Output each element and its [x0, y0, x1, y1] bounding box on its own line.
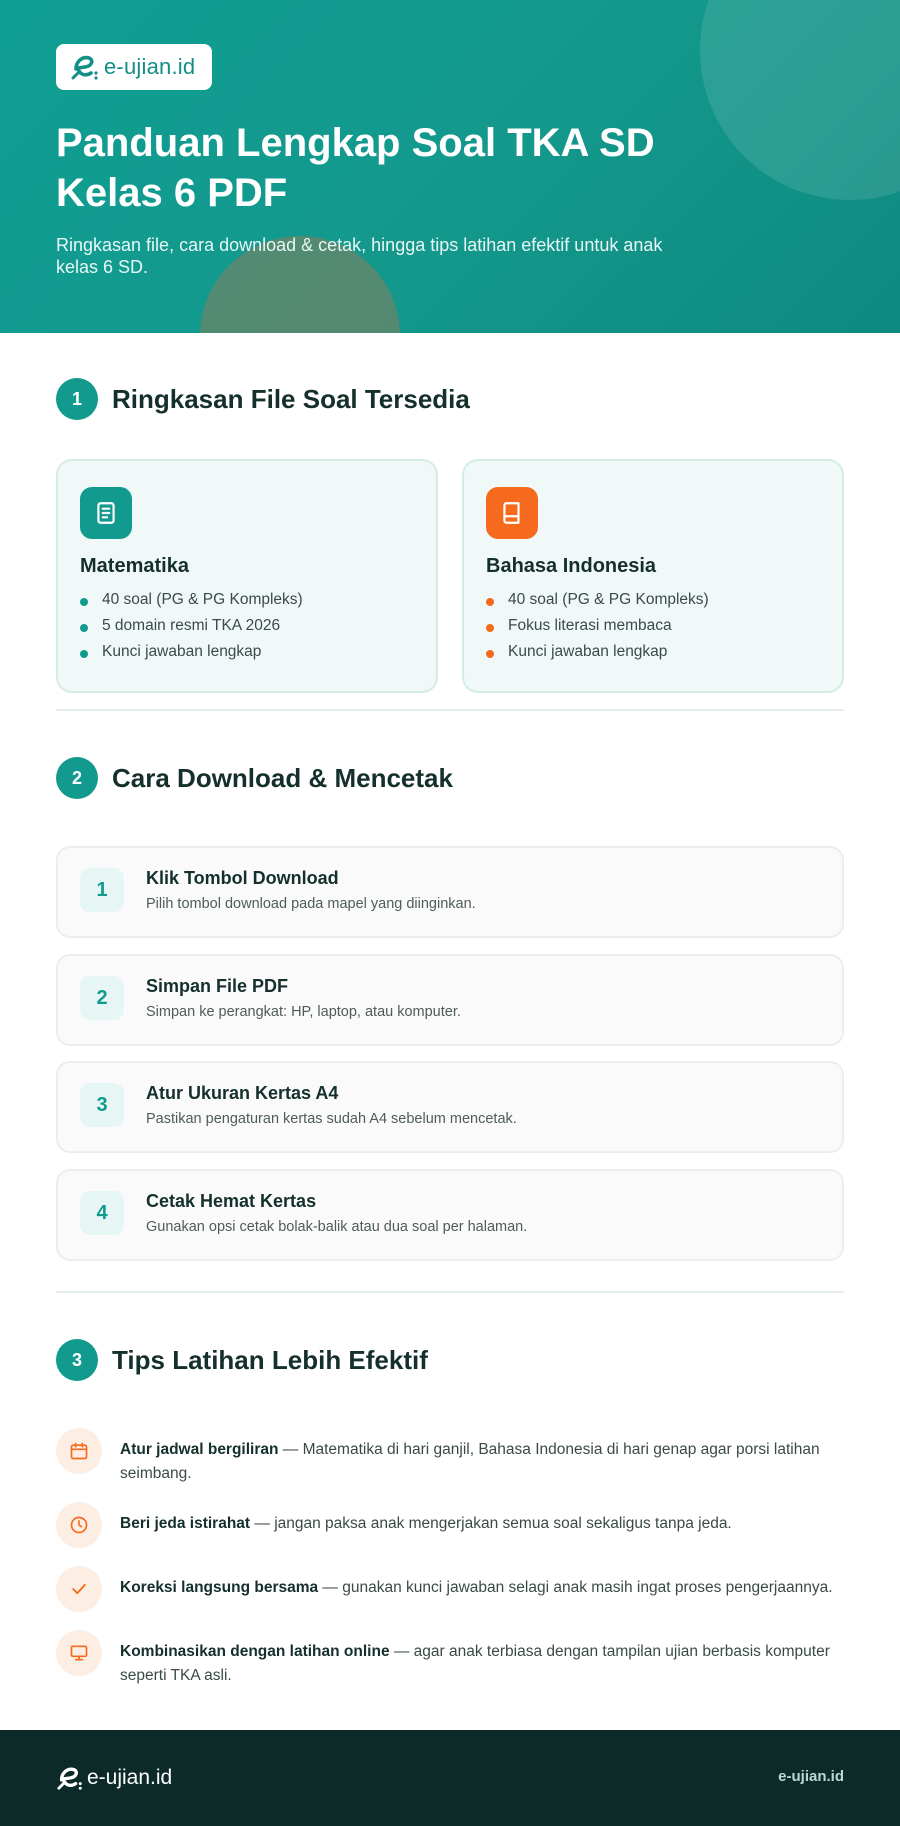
- tip-body: — agar anak terbiasa dengan tampilan ujian berbasis komputer seperti TKA asli.: [120, 1643, 830, 1684]
- step-card: [56, 1169, 844, 1261]
- tip-text: [120, 1502, 844, 1548]
- tip-text: [120, 1630, 844, 1688]
- tip-heading: Beri jeda istirahat: [120, 1515, 251, 1532]
- list-item: [80, 639, 303, 665]
- list-item: [486, 587, 709, 613]
- tip-body: — jangan paksa anak mengerjakan semua soal sekaligus tanpa jeda.: [250, 1515, 732, 1532]
- page-subtitle: Ringkasan file, cara download & cetak, hingga tips latihan efektif untuk anak kelas 6 SD.: [56, 235, 663, 277]
- section-header-tips: [56, 1339, 428, 1381]
- check-icon: [56, 1566, 102, 1612]
- logo-mark-icon: [70, 52, 100, 82]
- step-description: Pastikan pengaturan kertas sudah A4 sebelum mencetak.: [146, 1111, 517, 1127]
- list-item-text: 40 soal (PG & PG Kompleks): [102, 591, 303, 608]
- clock-icon: [56, 1502, 102, 1548]
- section-divider: [56, 1291, 844, 1293]
- card-title: Bahasa Indonesia: [486, 555, 657, 577]
- list-item-text: 5 domain resmi TKA 2026: [102, 617, 281, 634]
- section-title: Ringkasan File Soal Tersedia: [112, 383, 470, 414]
- step-title: Cetak Hemat Kertas: [146, 1191, 317, 1211]
- tip-text: [120, 1566, 844, 1612]
- list-item: [486, 639, 709, 665]
- step-card: [56, 846, 844, 938]
- step-number: 2: [80, 976, 124, 1020]
- section-divider: [56, 709, 844, 711]
- list-item-text: 40 soal (PG & PG Kompleks): [508, 591, 709, 608]
- decorative-circle: [700, 0, 900, 200]
- step-description: Gunakan opsi cetak bolak-balik atau dua soal per halaman.: [146, 1219, 528, 1235]
- section-header-download: [56, 757, 453, 799]
- card-feature-list: [80, 587, 303, 665]
- step-number: 4: [80, 1191, 124, 1235]
- card-title: Matematika: [80, 555, 189, 577]
- list-item: [486, 613, 709, 639]
- step-title: Klik Tombol Download: [146, 868, 339, 888]
- document-icon: [80, 487, 132, 539]
- book-icon: [486, 487, 538, 539]
- tip-body: — Matematika di hari ganjil, Bahasa Indonesia di hari genap agar porsi latihan seimbang.: [120, 1441, 820, 1482]
- step-card: [56, 1061, 844, 1153]
- tip-body: — gunakan kunci jawaban selagi anak masih ingat proses pengerjaannya.: [318, 1579, 833, 1596]
- step-number: 3: [80, 1083, 124, 1127]
- brand-logo[interactable]: [56, 44, 212, 90]
- bullet-dot: [486, 598, 494, 606]
- section-number-badge: 3: [56, 1339, 98, 1381]
- tip-heading: Atur jadwal bergiliran: [120, 1441, 279, 1458]
- footer-logo[interactable]: [56, 1764, 172, 1792]
- bullet-dot: [486, 650, 494, 658]
- step-title: Atur Ukuran Kertas A4: [146, 1083, 339, 1103]
- tip-item: [56, 1630, 844, 1688]
- tip-item: [56, 1566, 844, 1612]
- tip-item: [56, 1428, 844, 1486]
- step-number: 1: [80, 868, 124, 912]
- step-description: Simpan ke perangkat: HP, laptop, atau komputer.: [146, 1004, 461, 1020]
- monitor-icon: [56, 1630, 102, 1676]
- footer: [0, 1730, 900, 1826]
- calendar-icon: [56, 1428, 102, 1474]
- bullet-dot: [80, 598, 88, 606]
- section-title: Cara Download & Mencetak: [112, 762, 453, 793]
- step-card: [56, 954, 844, 1046]
- section-number-badge: 1: [56, 378, 98, 420]
- page-title: Panduan Lengkap Soal TKA SD Kelas 6 PDF: [56, 121, 655, 215]
- list-item-text: Fokus literasi membaca: [508, 617, 672, 634]
- list-item: [80, 613, 303, 639]
- bullet-dot: [486, 624, 494, 632]
- hero-banner: [0, 0, 900, 333]
- tip-text: [120, 1428, 844, 1486]
- list-item-text: Kunci jawaban lengkap: [508, 643, 668, 660]
- list-item: [80, 587, 303, 613]
- subject-card-bahasa-indonesia: [462, 459, 844, 693]
- card-feature-list: [486, 587, 709, 665]
- tip-item: [56, 1502, 844, 1548]
- section-header-summary: [56, 378, 470, 420]
- tip-heading: Kombinasikan dengan latihan online: [120, 1643, 390, 1660]
- section-title: Tips Latihan Lebih Efektif: [112, 1344, 428, 1375]
- tip-heading: Koreksi langsung bersama: [120, 1579, 319, 1596]
- footer-logo-text: e-ujian.id: [87, 1766, 173, 1789]
- step-description: Pilih tombol download pada mapel yang diinginkan.: [146, 896, 476, 912]
- list-item-text: Kunci jawaban lengkap: [102, 643, 262, 660]
- section-number-badge: 2: [56, 757, 98, 799]
- bullet-dot: [80, 650, 88, 658]
- logo-text: e-ujian.id: [104, 54, 196, 79]
- footer-site-link[interactable]: e-ujian.id: [778, 1768, 844, 1785]
- subject-card-matematika: [56, 459, 438, 693]
- logo-mark-icon: [56, 1764, 84, 1792]
- bullet-dot: [80, 624, 88, 632]
- step-title: Simpan File PDF: [146, 976, 289, 996]
